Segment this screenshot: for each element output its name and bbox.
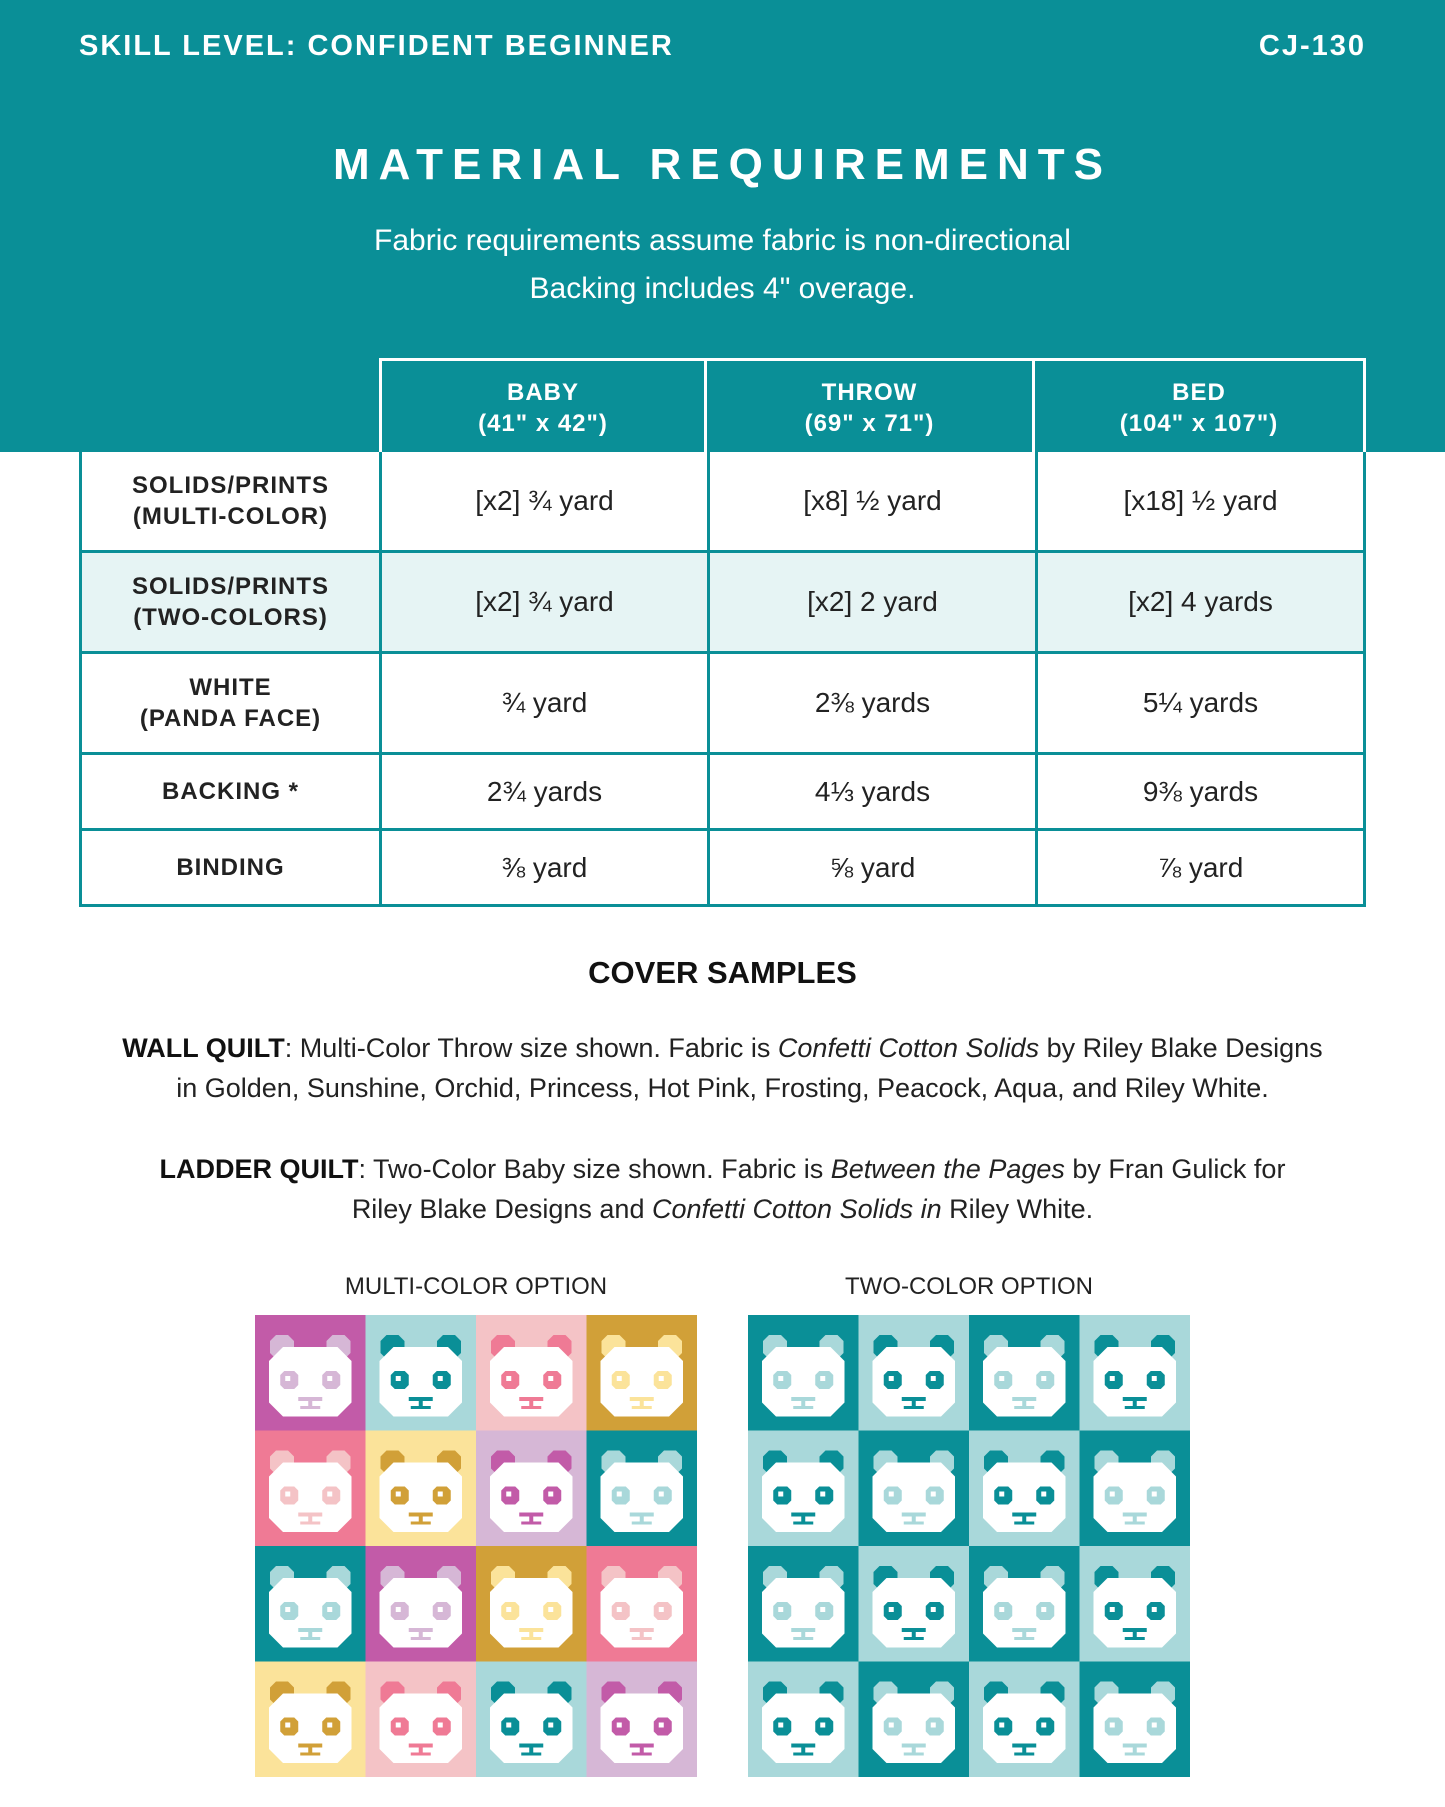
panda-eye-highlight: [1041, 1376, 1046, 1381]
panda-nose: [630, 1744, 654, 1748]
panda-eye-highlight: [999, 1376, 1004, 1381]
panda-block: [859, 1546, 970, 1662]
panda-block: [1080, 1662, 1191, 1778]
panda-eye-highlight: [889, 1607, 894, 1612]
panda-block: [255, 1315, 366, 1431]
row-label: BACKING *: [161, 778, 299, 805]
two-color-quilt: [748, 1315, 1190, 1777]
column-header-baby: [379, 358, 707, 454]
row-label: [82, 553, 379, 651]
panda-mouth: [793, 1406, 813, 1409]
panda-eye-highlight: [1110, 1492, 1115, 1497]
panda-mouth: [793, 1637, 813, 1640]
panda-eye-highlight: [506, 1723, 511, 1728]
cover-samples-title: COVER SAMPLES: [588, 955, 857, 990]
column-header-bed: [1035, 358, 1366, 454]
panda-block: [859, 1315, 970, 1431]
panda-nose: [1012, 1744, 1036, 1748]
row-label-line: WHITE: [189, 674, 272, 701]
panda-eye-highlight: [778, 1376, 783, 1381]
panda-block: [748, 1431, 859, 1547]
panda-block: [587, 1662, 698, 1778]
panda-block: [969, 1546, 1080, 1662]
panda-nose: [1123, 1744, 1147, 1748]
ladder-quilt-label: LADDER QUILT: [159, 1154, 359, 1184]
panda-eye-highlight: [999, 1607, 1004, 1612]
panda-eye-highlight: [617, 1492, 622, 1497]
table-cell: [x8] ½ yard: [803, 485, 942, 516]
panda-nose: [519, 1628, 543, 1632]
panda-block: [748, 1662, 859, 1778]
panda-mouth: [300, 1637, 320, 1640]
panda-mouth: [411, 1753, 431, 1756]
panda-eye-highlight: [327, 1376, 332, 1381]
table-row: [79, 553, 1366, 654]
row-label-line: (TWO-COLORS): [133, 604, 328, 631]
column-name: THROW: [821, 378, 918, 406]
panda-mouth: [904, 1753, 924, 1756]
panda-mouth: [1014, 1637, 1034, 1640]
panda-eye-highlight: [1152, 1376, 1157, 1381]
table-cell: 4⅓ yards: [814, 775, 931, 807]
panda-eye-highlight: [327, 1723, 332, 1728]
panda-eye-highlight: [506, 1492, 511, 1497]
table-cell: 9⅜ yards: [1142, 775, 1259, 807]
panda-mouth: [300, 1522, 320, 1525]
panda-nose: [630, 1628, 654, 1632]
wall-text: by Riley Blake Designs: [1039, 1033, 1323, 1063]
panda-nose: [298, 1744, 322, 1748]
panda-eye-highlight: [1041, 1492, 1046, 1497]
panda-mouth: [1125, 1406, 1145, 1409]
panda-nose: [791, 1744, 815, 1748]
panda-mouth: [1014, 1753, 1034, 1756]
panda-mouth: [904, 1522, 924, 1525]
panda-mouth: [411, 1406, 431, 1409]
panda-block: [859, 1431, 970, 1547]
panda-nose: [1012, 1628, 1036, 1632]
panda-eye-highlight: [820, 1492, 825, 1497]
panda-block: [255, 1431, 366, 1547]
panda-eye-highlight: [778, 1723, 783, 1728]
panda-block: [255, 1546, 366, 1662]
panda-mouth: [521, 1753, 541, 1756]
panda-mouth: [521, 1637, 541, 1640]
panda-nose: [902, 1628, 926, 1632]
column-name: BABY: [506, 378, 579, 406]
panda-block: [587, 1315, 698, 1431]
table-cell: [x2] 4 yards: [1128, 586, 1273, 617]
panda-eye-highlight: [438, 1723, 443, 1728]
panda-block: [969, 1662, 1080, 1778]
panda-eye-highlight: [1110, 1723, 1115, 1728]
two-color-option-label: TWO-COLOR OPTION: [845, 1273, 1093, 1300]
panda-nose: [902, 1397, 926, 1401]
panda-nose: [630, 1513, 654, 1517]
panda-eye-highlight: [327, 1607, 332, 1612]
table-cell: [x18] ½ yard: [1123, 485, 1278, 516]
panda-nose: [902, 1744, 926, 1748]
panda-nose: [791, 1397, 815, 1401]
panda-eye-highlight: [548, 1492, 553, 1497]
panda-nose: [298, 1397, 322, 1401]
row-label: [82, 452, 379, 550]
panda-eye-highlight: [617, 1607, 622, 1612]
panda-block: [969, 1315, 1080, 1431]
panda-block: [476, 1431, 587, 1547]
panda-mouth: [1014, 1522, 1034, 1525]
wall-fabric: Confetti Cotton Solids: [777, 1033, 1040, 1063]
pattern-code: CJ-130: [1258, 30, 1366, 62]
panda-mouth: [632, 1637, 652, 1640]
panda-eye-highlight: [931, 1607, 936, 1612]
panda-eye-highlight: [1110, 1607, 1115, 1612]
panda-mouth: [411, 1522, 431, 1525]
panda-nose: [791, 1513, 815, 1517]
row-label-line: (MULTI-COLOR): [132, 503, 329, 530]
panda-nose: [630, 1397, 654, 1401]
skill-level: SKILL LEVEL: CONFIDENT BEGINNER: [79, 30, 674, 62]
panda-block: [476, 1662, 587, 1778]
panda-nose: [1012, 1397, 1036, 1401]
panda-nose: [409, 1397, 433, 1401]
panda-mouth: [300, 1753, 320, 1756]
column-size: (41" x 42"): [478, 409, 608, 437]
panda-eye-highlight: [285, 1492, 290, 1497]
column-header-throw: [707, 358, 1035, 454]
ladder-text: Riley Blake Designs and: [351, 1194, 652, 1224]
panda-mouth: [904, 1406, 924, 1409]
panda-nose: [902, 1513, 926, 1517]
panda-eye-highlight: [889, 1376, 894, 1381]
panda-mouth: [632, 1753, 652, 1756]
panda-eye-highlight: [778, 1607, 783, 1612]
panda-block: [748, 1315, 859, 1431]
panda-mouth: [1125, 1522, 1145, 1525]
ladder-text: : Two-Color Baby size shown. Fabric is: [358, 1154, 831, 1184]
panda-nose: [409, 1744, 433, 1748]
panda-mouth: [521, 1522, 541, 1525]
panda-nose: [519, 1397, 543, 1401]
table-cell: [x2] ¾ yard: [475, 586, 614, 617]
panda-nose: [791, 1628, 815, 1632]
panda-nose: [1123, 1513, 1147, 1517]
panda-eye-highlight: [1152, 1492, 1157, 1497]
panda-eye-highlight: [931, 1376, 936, 1381]
panda-eye-highlight: [778, 1492, 783, 1497]
panda-nose: [1123, 1628, 1147, 1632]
table-row: [79, 654, 1366, 755]
panda-mouth: [904, 1637, 924, 1640]
panda-eye-highlight: [548, 1376, 553, 1381]
multi-color-quilt: [255, 1315, 697, 1777]
ladder-text: Riley White.: [941, 1194, 1094, 1224]
panda-block: [476, 1546, 587, 1662]
panda-eye-highlight: [438, 1607, 443, 1612]
table-cell: ¾ yard: [501, 687, 588, 718]
panda-nose: [1012, 1513, 1036, 1517]
panda-eye-highlight: [659, 1723, 664, 1728]
panda-block: [476, 1315, 587, 1431]
panda-eye-highlight: [931, 1723, 936, 1728]
panda-eye-highlight: [820, 1607, 825, 1612]
table-cell: [x2] ¾ yard: [475, 485, 614, 516]
panda-eye-highlight: [1041, 1607, 1046, 1612]
panda-block: [255, 1662, 366, 1778]
panda-eye-highlight: [1110, 1376, 1115, 1381]
panda-nose: [1123, 1397, 1147, 1401]
table-row: [79, 831, 1366, 907]
panda-eye-highlight: [327, 1492, 332, 1497]
panda-eye-highlight: [659, 1492, 664, 1497]
panda-eye-highlight: [396, 1607, 401, 1612]
panda-eye-highlight: [889, 1492, 894, 1497]
panda-eye-highlight: [931, 1492, 936, 1497]
row-label: [82, 654, 379, 752]
panda-block: [859, 1662, 970, 1778]
panda-eye-highlight: [396, 1376, 401, 1381]
backing-note: Backing includes 4" overage.: [529, 272, 916, 305]
panda-block: [1080, 1315, 1191, 1431]
row-label-line: SOLIDS/PRINTS: [131, 472, 330, 499]
panda-eye-highlight: [820, 1723, 825, 1728]
panda-eye-highlight: [1152, 1723, 1157, 1728]
panda-mouth: [632, 1406, 652, 1409]
column-size: (69" x 71"): [804, 409, 935, 437]
panda-eye-highlight: [396, 1492, 401, 1497]
panda-nose: [298, 1513, 322, 1517]
ladder-quilt-description: [0, 1149, 1445, 1229]
table-cell: [x2] 2 yard: [807, 586, 938, 617]
row-label-line: (PANDA FACE): [139, 705, 322, 732]
table-cell: 5¼ yards: [1142, 687, 1259, 718]
panda-eye-highlight: [820, 1376, 825, 1381]
panda-mouth: [300, 1406, 320, 1409]
panda-mouth: [1125, 1753, 1145, 1756]
multi-color-option-label: MULTI-COLOR OPTION: [344, 1273, 608, 1300]
panda-eye-highlight: [506, 1376, 511, 1381]
table-cell: ⅞ yard: [1157, 851, 1244, 883]
column-name: BED: [1172, 378, 1226, 406]
table-row: [79, 755, 1366, 831]
panda-block: [366, 1315, 477, 1431]
wall-colors: in Golden, Sunshine, Orchid, Princess, Hot Pink, Frosting, Peacock, Aqua, and Riley White.: [176, 1073, 1269, 1103]
row-label-line: SOLIDS/PRINTS: [131, 573, 330, 600]
ladder-fabric: Confetti Cotton Solids in: [651, 1194, 942, 1224]
panda-eye-highlight: [617, 1376, 622, 1381]
ladder-fabric: Between the Pages: [830, 1154, 1065, 1184]
panda-eye-highlight: [659, 1376, 664, 1381]
table-cell: 2⅜ yards: [814, 687, 931, 718]
panda-eye-highlight: [285, 1376, 290, 1381]
table-cell: 2¾ yards: [486, 775, 603, 807]
table-cell: ⅝ yard: [829, 851, 916, 883]
panda-mouth: [1014, 1406, 1034, 1409]
panda-eye-highlight: [659, 1607, 664, 1612]
panda-mouth: [521, 1406, 541, 1409]
page-title: MATERIAL REQUIREMENTS: [333, 140, 1112, 189]
table-cell: ⅜ yard: [501, 851, 588, 883]
panda-eye-highlight: [285, 1723, 290, 1728]
panda-block: [366, 1546, 477, 1662]
panda-nose: [409, 1628, 433, 1632]
ladder-text: by Fran Gulick for: [1064, 1154, 1286, 1184]
table-row: [79, 452, 1366, 553]
panda-block: [969, 1431, 1080, 1547]
wall-quilt-description: [0, 1028, 1445, 1108]
panda-eye-highlight: [548, 1723, 553, 1728]
panda-mouth: [793, 1522, 813, 1525]
wall-text: : Multi-Color Throw size shown. Fabric is: [284, 1033, 778, 1063]
panda-block: [366, 1662, 477, 1778]
panda-nose: [519, 1744, 543, 1748]
panda-eye-highlight: [1041, 1723, 1046, 1728]
panda-block: [1080, 1431, 1191, 1547]
panda-block: [587, 1546, 698, 1662]
panda-eye-highlight: [438, 1376, 443, 1381]
fabric-note: Fabric requirements assume fabric is non-directional: [374, 224, 1071, 257]
panda-eye-highlight: [889, 1723, 894, 1728]
panda-eye-highlight: [506, 1607, 511, 1612]
panda-mouth: [632, 1522, 652, 1525]
wall-quilt-label: WALL QUILT: [122, 1033, 285, 1063]
column-size: (104" x 107"): [1119, 409, 1279, 437]
panda-eye-highlight: [999, 1492, 1004, 1497]
panda-eye-highlight: [548, 1607, 553, 1612]
panda-block: [1080, 1546, 1191, 1662]
row-label: BINDING: [176, 854, 285, 881]
panda-eye-highlight: [617, 1723, 622, 1728]
panda-eye-highlight: [396, 1723, 401, 1728]
panda-eye-highlight: [999, 1723, 1004, 1728]
panda-eye-highlight: [438, 1492, 443, 1497]
panda-block: [748, 1546, 859, 1662]
panda-mouth: [793, 1753, 813, 1756]
panda-nose: [519, 1513, 543, 1517]
panda-mouth: [411, 1637, 431, 1640]
panda-eye-highlight: [285, 1607, 290, 1612]
panda-block: [366, 1431, 477, 1547]
panda-nose: [298, 1628, 322, 1632]
panda-eye-highlight: [1152, 1607, 1157, 1612]
panda-block: [587, 1431, 698, 1547]
panda-nose: [409, 1513, 433, 1517]
panda-mouth: [1125, 1637, 1145, 1640]
